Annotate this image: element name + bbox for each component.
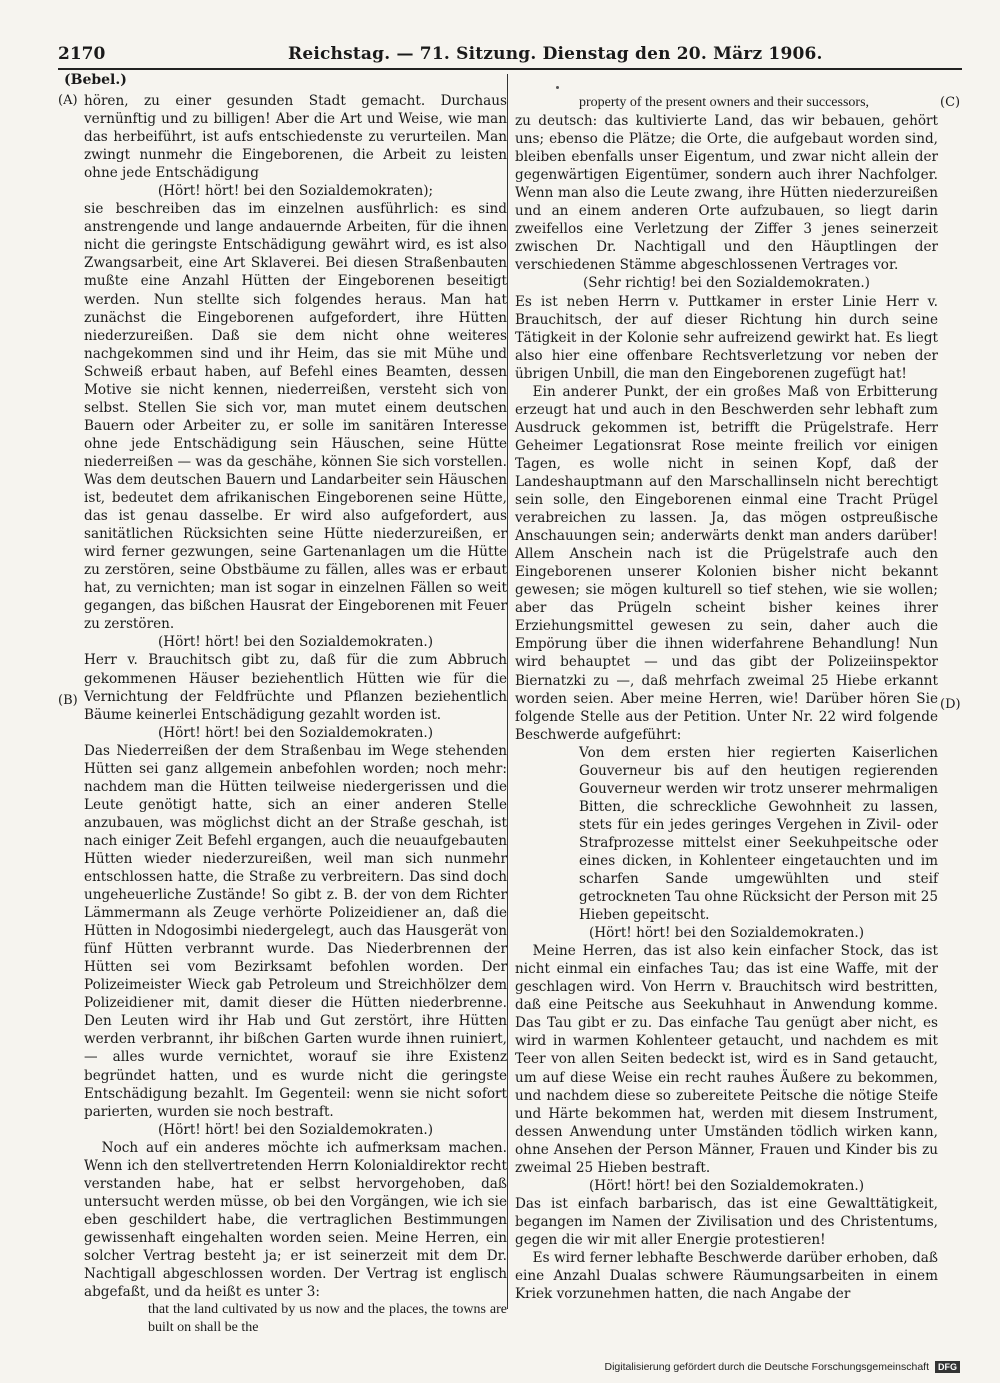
page-number: 2170 xyxy=(58,44,106,64)
paragraph: Es ist neben Herrn v. Puttkamer in erster Linie Herr v. Brauchitsch, der auf dieser Richtung hin durch seine Tätigkeit in der Kolonie sehr aufreizend gewirkt hat. Es liegt also hier eine offenbare Rechtsverletzung vor neben der übrigen Unbill, die man den Eingeborenen zugefügt hat! xyxy=(515,293,938,382)
interjection: (Hört! hört! bei den Sozialdemokraten.) xyxy=(588,1177,864,1194)
header-rule xyxy=(58,68,962,70)
margin-marker-c: (C) xyxy=(940,95,961,110)
interjection: (Hört! hört! bei den Sozialdemokraten); xyxy=(157,183,434,200)
left-column xyxy=(84,92,507,1337)
page-header xyxy=(58,44,962,68)
paragraph: Ein anderer Punkt, der ein großes Maß von Erbitterung erzeugt hat und auch in den Beschwerden sehr lebhaft zum Ausdruck gekommen ist, betrifft die Prügelstrafe. Herr Geheimer Legationsrat Rose meinte freilich vor einigen Tagen, es wolle nicht in seinen Kopf, daß der Landeshauptmann auf den Marschallinseln nicht berechtigt sein solle, den Eingeborenen einmal eine Tracht Prügel verabreichen zu lassen. Ja, das mögen ostpreußische Anschauungen sein; anderwärts denkt man anders darüber! Allem Anschein nach ist die Prügelstrafe auch den Eingeborenen unserer Kolonien bisher nicht bekannt gewesen; sie mögen kulturell so tief stehen, wie sie wollen; aber das Prügeln scheint bisher keines ihrer Erziehungsmittel gewesen zu sein, daher auch die Empörung über die ihnen widerfahrene Behandlung! Nun wird behauptet — und das gibt der Polizeiinspektor Biernatzki zu —, daß mehrfach zweimal 25 Hiebe erkannt worden seien. Aber meine Herren, wie! Darüber hören Sie folgende Stelle aus der Petition. Unter Nr. 22 wird folgende Beschwerde aufgeführt: xyxy=(515,383,938,743)
english-quote: property of the present owners and their successors, xyxy=(579,95,870,110)
block-quote: Von dem ersten hier regierten Kaiserlichen Gouverneur bis auf den heutigen regierenden Gouverneur werden wir trotz unserer mehrmaligen Bitten, die schreckliche Gewohnheit zu lassen, stets für ein jedes geringes Vergehen in Zivil- oder Strafprozesse mittelst einer Seekuhpeitsche oder eines dicken, in Kohlenteer eingetauchten und im scharfen Sande umgewühlten und steif getrockneten Tau ohne Rücksicht der Person mit 25 Hieben gepeitscht. xyxy=(579,744,938,924)
paragraph: Das Niederreißen der dem Straßenbau im Wege stehenden Hütten sei ganz allgemein anbefohlen worden; noch mehr: nachdem man die Hütten teilweise niedergerissen und die Leute genötigt hatte, sich an einer anderen Stelle anzubauen, was möglichst dicht an der Straße geschah, ist nach einiger Zeit Befehl ergangen, auch die neuaufgebauten Hütten wieder niederzureißen, weil man sich nunmehr entschlossen hatte, die Straße zu verbreitern. Das sind doch ungeheuerliche Zustände! So gibt z. B. der von dem Richter Lämmermann als Zeuge verhörte Polizeidiener an, daß die Hütten in Ndogosimbi niedergelegt, auch das Hausgerät von fünf Hütten verbrannt wurde. Das Niederbrennen der Hütten sei vom Bezirksamt befohlen worden. Der Polizeimeister Wieck gab Petroleum und Streichhölzer dem Polizeidiener mit, damit dieser die Hütten niederbrenne. Den Leuten wird ihr Hab und Gut zerstört, ihre Hütten werden verbrannt, ihr bißchen Garten wurde ihnen ruiniert, — alles wurde vernichtet, worauf sie ihre Existenz begründet hatten, und es wurde nicht die geringste Entschädigung bezahlt. Im Gegenteil: wenn sie nicht sofort parierten, wurden sie noch bestraft. xyxy=(84,742,507,1120)
running-title: Reichstag. — 71. Sitzung. Dienstag den 20. März 1906. xyxy=(288,44,823,64)
paragraph: Das ist einfach barbarisch, das ist eine Gewalttätigkeit, begangen im Namen der Zivilisation und des Christentums, gegen die wir mit aller Energie protestieren! xyxy=(515,1195,938,1248)
paragraph: Es wird ferner lebhafte Beschwerde darüber erhoben, daß eine Anzahl Dualas schwere Räumungsarbeiten in einem Kriek vorzunehmen hatten, die nach Angabe der xyxy=(515,1250,938,1303)
dfg-logo: DFG xyxy=(935,1361,960,1373)
speaker-label: (Bebel.) xyxy=(64,72,127,88)
paragraph: Meine Herren, das ist also kein einfacher Stock, das ist nicht einmal ein einfaches Tau; das ist eine Waffe, mit der geschlagen wird. Von Herrn v. Brauchitsch wird bestritten, daß eine Peitsche aus Seekuhhaut in Anwendung komme. Das Tau gibt er zu. Das einfache Tau genügt aber nicht, es wird in warmen Kohlenteer getaucht, und nachdem es mit Teer von allen Seiten bedeckt ist, wird es in Sand getaucht, um auf diese Weise ein recht rauhes Äußere zu bekommen, und nachdem diese so zubereitete Peitsche die nötige Steife und Härte bekommen hat, werden mit diesem Instrument, dessen Anwendung unter Umständen tödlich wirken kann, ohne Ansehen der Person Männer, Frauen und Kinder bis zu zweimal 25 Hieben bestraft. xyxy=(515,943,938,1176)
interjection: (Hört! hört! bei den Sozialdemokraten.) xyxy=(588,925,864,942)
margin-marker-d: (D) xyxy=(940,697,961,712)
interjection: (Hört! hört! bei den Sozialdemokraten.) xyxy=(157,634,433,651)
paragraph: sie beschreiben das im einzelnen ausführlich: es sind anstrengende und lange andauernde Arbeiten, für die ihnen nicht die geringste Entschädigung gewährt wird, es ist also Zwangsarbeit, eine Art Sklaverei. Bei diesen Straßenbauten mußte eine Anzahl Hütten der Eingeborenen beseitigt werden. Nun stellte sich folgendes heraus. Man hat zunächst die Eingeborenen aufgefordert, ihre Hütten niederzureißen. Daß sie dem nicht ohne weiteres nachgekommen sind und ihr Heim, das sie mit Mühe und Schweiß erbaut haben, auf Befehl eines Beamten, dessen Motive sie nicht kennen, niederreißen, versteht sich von selbst. Stellen Sie sich vor, man mutet einem deutschen Bauern oder Arbeiter zu, er solle im sanitären Interesse ohne jede Entschädigung sein Häuschen, seine Hütte niederreißen — was da geschähe, können Sie sich vorstellen. Was dem deutschen Bauern und Landarbeiter sein Häuschen ist, bedeutet dem afrikanischen Eingeborenen seine Hütte, das ist genau dasselbe. Er wird also aufgefordert, aus sanitätlichen Rücksichten seine Hütte niederzureißen, er wird ferner gezwungen, seine Gartenanlagen um die Hütte zu zerstören, seine Obstbäume zu fällen, alles was er erbaut hat, zu vernichten; man ist sogar in einzelnen Fällen so weit gegangen, das bißchen Hausrat der Eingeborenen mit Feuer zu zerstören. xyxy=(84,201,507,633)
margin-marker-b: (B) xyxy=(58,693,78,708)
paragraph: Herr v. Brauchitsch gibt zu, daß für die zum Abbruch gekommenen Häuser beziehentlich Hütten wie für die Vernichtung der Feldfrüchte und Pflanzen beziehentlich Bäume keinerlei Entschädigung gezahlt worden ist. xyxy=(84,652,507,723)
interjection: (Hört! hört! bei den Sozialdemokraten.) xyxy=(157,724,433,741)
column-divider xyxy=(507,74,508,1309)
paragraph: Noch auf ein anderes möchte ich aufmerksam machen. Wenn ich den stellvertretenden Herrn Kolonialdirektor recht verstanden habe, hat er selbst hervorgehoben, daß untersucht werden müsse, ob bei den Vorgängen, wie ich sie eben geschildert habe, die vertraglichen Bestimmungen gewissenhaft eingehalten worden seien. Meine Herren, ein solcher Vertrag besteht ja; er ist seinerzeit mit dem Dr. Nachtigall abgeschlossen worden. Der Vertrag ist englisch abgefaßt, und da heißt es unter 3: xyxy=(84,1139,507,1301)
paragraph: hören, zu einer gesunden Stadt gemacht. Durchaus vernünftig und zu billigen! Aber die Art und Weise, wie man das herbeiführt, ist aufs entschiedenste zu verurteilen. Man zwingt nunmehr die Eingeborenen, die Arbeit zu leisten ohne jede Entschädigung xyxy=(84,93,507,182)
print-speck xyxy=(556,86,559,89)
english-quote: that the land cultivated by us now and the places, the towns are built on shall be the xyxy=(148,1302,507,1336)
interjection: (Sehr richtig! bei den Sozialdemokraten.) xyxy=(583,275,870,292)
paragraph: zu deutsch: das kultivierte Land, das wir bebauen, gehört uns; ebenso die Plätze; die Orte, die aufgebaut worden sind, bleiben ebenfalls unser Eigentum, und zwar nicht allein der gegenwärtigen Eigentümer, sondern auch ihrer Nachfolger. Wenn man also die Leute zwang, ihre Hütten niederzureißen und an einem anderen Orte aufzubauen, so liegt darin zweifellos eine Verletzung der Ziffer 3 jenes seinerzeit zwischen Dr. Nachtigall und den Häuptlingen der verschiedenen Stämme abgeschlossenen Vertrages vor. xyxy=(515,113,938,274)
page-footer xyxy=(604,1361,960,1373)
right-column xyxy=(515,94,938,1303)
margin-marker-a: (A) xyxy=(58,93,78,108)
interjection: (Hört! hört! bei den Sozialdemokraten.) xyxy=(157,1121,433,1138)
footer-text: Digitalisierung gefördert durch die Deutsche Forschungsgemeinschaft xyxy=(604,1361,929,1373)
